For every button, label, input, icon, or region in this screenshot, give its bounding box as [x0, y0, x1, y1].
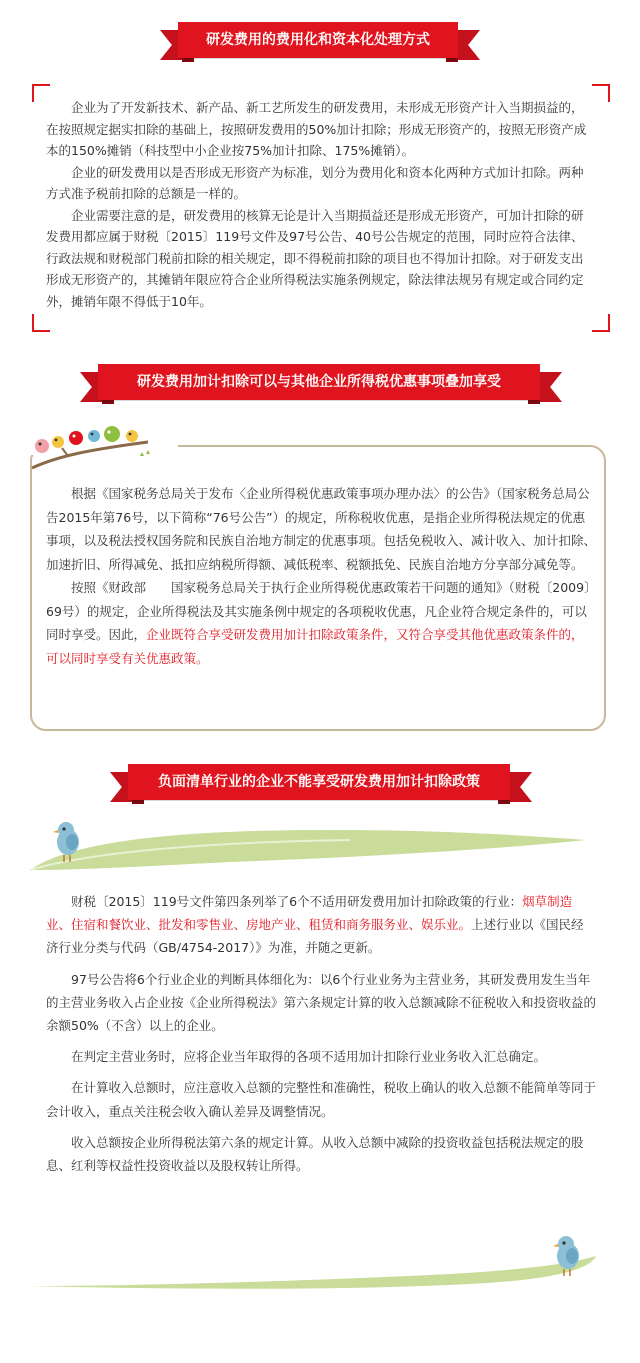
- section3-tail-text: 上述行业以《国民经济行业分类与代码（GB/4754-2017）》为准，并随之更新。: [46, 917, 584, 956]
- section3-plain-text: 财税〔2015〕119号文件第四条列举了6个不适用研发费用加计扣除政策的行业：: [71, 894, 523, 909]
- section2-paragraph: [46, 576, 596, 670]
- section1-paragraph: 企业需要注意的是，研发费用的核算无论是计入当期损益还是形成无形资产，可加计扣除的研发费用都应属于财税〔2015〕119号文件及97号公告、40号公告规定的范围，同时应符合法律、行政法规和财税部门税前扣除的相关规定，即不得税前扣除的项目也不得加计扣除。对于研发支出形成无形资产的，其摊销年限应符合企业所得税法实施条例规定，除法律法规另有规定或合同约定外，摊销年限不得低于10年。: [46, 207, 584, 309]
- blue-bird-icon: [50, 820, 86, 864]
- section3-highlight-text: 烟草制造业、住宿和餐饮业、批发和零售业、房地产业、租赁和商务服务业、娱乐业。: [46, 894, 573, 933]
- section3-body: [46, 890, 596, 1177]
- section2-banner: [0, 364, 640, 408]
- section3-paragraph: 在判定主营业务时，应将企业当年取得的各项不适用加计扣除行业业务收入汇总确定。: [71, 1049, 547, 1065]
- corner-top-right: [592, 84, 610, 102]
- section1-title: 研发费用的费用化和资本化处理方式: [178, 22, 458, 58]
- birds-branch-icon: [28, 426, 158, 472]
- section3-paragraph: 97号公告将6个行业企业的判断具体细化为：以6个行业业务为主营业务，其研发费用发生当年的主营业务收入占企业按《企业所得税法》第六条规定计算的收入总额减除不征税收入和投资收益的余额50%（不含）以上的企业。: [46, 971, 597, 1034]
- section3-paragraph: 在计算收入总额时，应注意收入总额的完整性和准确性，税收上确认的收入总额不能简单等同于会计收入，重点关注税会收入确认差异及调整情况。: [46, 1080, 597, 1119]
- section3-paragraph: [46, 890, 596, 960]
- section2-body: [46, 482, 596, 670]
- section3-banner: [0, 764, 640, 808]
- blue-bird-icon: [550, 1234, 586, 1278]
- section3-title: 负面清单行业的企业不能享受研发费用加计扣除政策: [128, 764, 510, 800]
- section2-highlight-text: 企业既符合享受研发费用加计扣除政策条件，又符合享受其他优惠政策条件的，可以同时享受有关优惠政策。: [46, 627, 584, 666]
- section2-paragraph: 根据《国家税务总局关于发布〈企业所得税优惠政策事项办理办法〉的公告》（国家税务总局公告2015年第76号，以下简称“76号公告”）的规定，所称税收优惠，是指企业所得税法规定的优惠事项，以及税法授权国务院和民族自治地方制定的优惠事项。包括免税收入、减计收入、加计扣除、加速折旧、所得减免、抵扣应纳税所得额、减低税率、税额抵免、民族自治地方分享部分减免等。: [46, 486, 597, 572]
- green-leaf-decoration: [30, 822, 590, 872]
- green-leaf-decoration: [30, 1250, 600, 1290]
- section3-paragraph: 收入总额按企业所得税法第六条的规定计算。从收入总额中减除的投资收益包括税法规定的股息、红利等权益性投资收益以及股权转让所得。: [46, 1134, 584, 1174]
- section1-banner: [0, 22, 640, 66]
- section1-paragraph: 企业为了开发新技术、新产品、新工艺所发生的研发费用，未形成无形资产计入当期损益的，在按照规定据实扣除的基础上，按照研发费用的50%加计扣除；形成无形资产的，按照无形资产成本的150%摊销（科技型中小企业按75%加计扣除、175%摊销）。: [46, 100, 587, 158]
- section2-title: 研发费用加计扣除可以与其他企业所得税优惠事项叠加享受: [98, 364, 540, 400]
- corner-bottom-left: [32, 314, 50, 332]
- corner-bottom-right: [592, 314, 610, 332]
- section1-body: [46, 97, 594, 312]
- section1-paragraph: 企业的研发费用以是否形成无形资产为标准，划分为费用化和资本化两种方式加计扣除。两种方式准予税前扣除的总额是一样的。: [46, 164, 584, 201]
- section2-plain-text: 按照《财政部 国家税务总局关于执行企业所得税优惠政策若干问题的通知》（财税〔2009〕69号）的规定，企业所得税法及其实施条例中规定的各项税收优惠，凡企业符合规定条件的，可以同时享受。因此，: [46, 580, 591, 642]
